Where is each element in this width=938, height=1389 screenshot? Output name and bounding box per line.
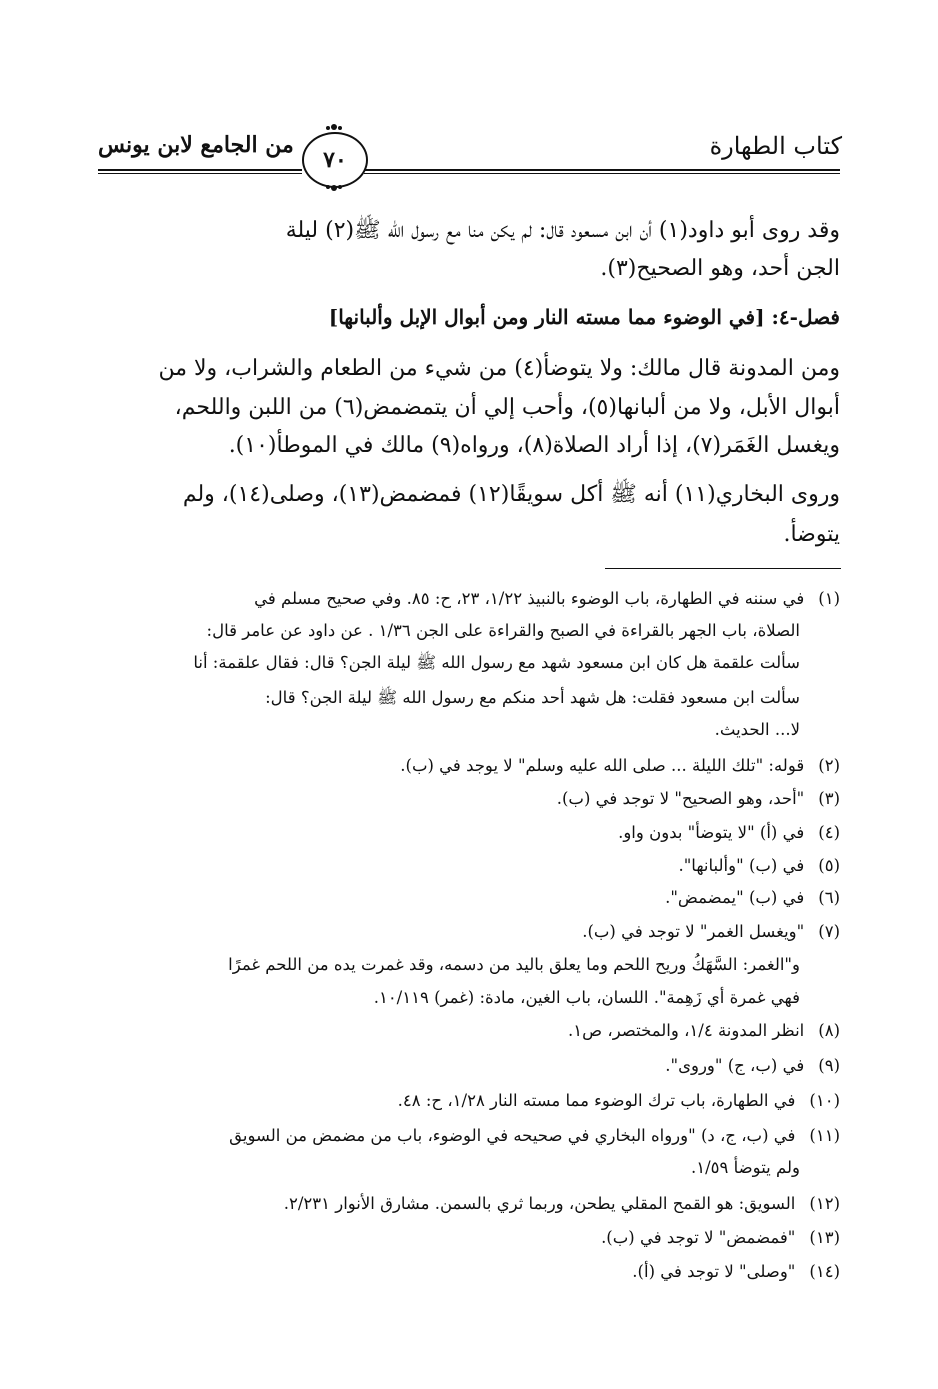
body-paragraph-line: يتوضأ. bbox=[783, 522, 840, 547]
footnote-continuation: فهي غمرة أي زَهِمة". اللسان، باب الغين، مادة: (غمر) ١٠/١١٩. bbox=[373, 988, 800, 1007]
footnote-continuation: سألت علقمة هل كان ابن مسعود شهد مع رسول الله ﷺ ليلة الجن؟ قال: فقال علقمة: أنا bbox=[193, 653, 800, 672]
footnote bbox=[665, 888, 840, 907]
footnote-text: "وصلى" لا توجد في (أ). bbox=[632, 1262, 796, 1281]
footnote bbox=[284, 1194, 840, 1213]
footnote-number: (٦) bbox=[818, 888, 840, 907]
footnote bbox=[601, 1228, 840, 1247]
footnote-number: (٢) bbox=[818, 756, 840, 775]
footnote-text: في (أ) "لا يتوضأ" بدون واو. bbox=[618, 823, 805, 842]
footnote-number: (١١) bbox=[809, 1126, 840, 1145]
footnote-continuation: الصلاة، باب الجهر بالقراءة في الصبح والقراءة على الجن ١/٣٦ . عن داود عن عامر قال: bbox=[206, 621, 800, 640]
footnote-separator bbox=[605, 568, 841, 569]
header-rule-left bbox=[98, 169, 302, 171]
footnote bbox=[678, 856, 840, 875]
header-rule-right-thin bbox=[364, 173, 840, 174]
footnote-text: انظر المدونة ١/٤، والمختصر، ص١. bbox=[568, 1021, 805, 1040]
footnote-continuation: سألت ابن مسعود فقلت: هل شهد أحد منكم مع رسول الله ﷺ ليلة الجن؟ قال: bbox=[265, 688, 800, 707]
body-paragraph-line: ويغسل الغَمَر(٧)، إذا أراد الصلاة(٨)، ورواه(٩) مالك في الموطأ(١٠). bbox=[228, 433, 840, 458]
ornament-icon bbox=[326, 122, 342, 132]
footnote-number: (٧) bbox=[818, 922, 840, 941]
section-heading: فصل-٤: [في الوضوء مما مسته النار ومن أبوال الإبل وألبانها] bbox=[328, 305, 840, 329]
body-paragraph-line: وقد روى أبو داود(١) أن ابن مسعود قال: لم يكن منا مع رسول الله ﷺ(٢) ليلة bbox=[285, 218, 840, 243]
footnote-text: في سننه في الطهارة، باب الوضوء بالنبيذ ١/٢٢، ٢٣، ح: ٨٥. وفي صحيح مسلم في bbox=[254, 589, 805, 608]
footnote bbox=[229, 1126, 840, 1145]
footnote-number: (٨) bbox=[818, 1021, 840, 1040]
footnote bbox=[582, 922, 840, 941]
footnote-number: (٣) bbox=[818, 789, 840, 808]
footnote-number: (١٣) bbox=[809, 1228, 840, 1247]
header-book-title: كتاب الطهارة bbox=[709, 132, 842, 160]
footnote bbox=[568, 1021, 840, 1040]
footnote-number: (١٠) bbox=[809, 1091, 840, 1110]
footnote-continuation: ولم يتوضأ ١/٥٩. bbox=[690, 1158, 800, 1177]
footnote-number: (١٢) bbox=[809, 1194, 840, 1213]
body-paragraph-line: أبوال الأبل، ولا من ألبانها(٥)، وأحب إلي أن يتمضمض(٦) من اللبن واللحم، bbox=[174, 395, 840, 420]
footnote-number: (١٤) bbox=[809, 1262, 840, 1281]
footnote-number: (٩) bbox=[818, 1056, 840, 1075]
footnote bbox=[398, 1091, 840, 1110]
footnote bbox=[632, 1262, 840, 1281]
footnote-number: (١) bbox=[818, 589, 840, 608]
footnote-text: في (ب، ج) "وروى". bbox=[665, 1056, 805, 1075]
footnote bbox=[400, 756, 840, 775]
page-number: ٧٠ bbox=[323, 147, 347, 173]
footnote bbox=[254, 589, 840, 608]
footnote-text: في الطهارة، باب ترك الوضوء مما مسته النار ١/٢٨، ح: ٤٨. bbox=[397, 1091, 796, 1110]
footnote-text: السويق: هو القمح المقلي يطحن، وربما ثري بالسمن. مشارق الأنوار ٢/٢٣١. bbox=[283, 1194, 796, 1213]
footnote-continuation: و"الغمر: السَّهَكُ وريح اللحم وما يعلق باليد من دسمه، وقد غمرت يده من اللحم غمرًا bbox=[228, 955, 800, 974]
footnote bbox=[618, 823, 840, 842]
footnote-text: في (ب) "يمضمض". bbox=[665, 888, 805, 907]
header-rule-left-thin bbox=[98, 173, 302, 174]
footnote-number: (٥) bbox=[818, 856, 840, 875]
footnote-text: في (ب) "وألبانها". bbox=[678, 856, 805, 875]
ornament-icon bbox=[326, 183, 342, 193]
footnote bbox=[557, 789, 840, 808]
footnote-continuation: لا... الحديث. bbox=[714, 720, 800, 739]
footnote-text: "ويغسل الغمر" لا توجد في (ب). bbox=[582, 922, 805, 941]
footnote-text: في (ب، ج، د) "ورواه البخاري في صحيحه في الوضوء، باب من مضمض من السويق bbox=[229, 1126, 796, 1145]
body-paragraph-line: الجن أحد، وهو الصحيح(٣). bbox=[600, 256, 840, 281]
header-source-title: من الجامع لابن يونس bbox=[98, 132, 294, 158]
page-number-medallion bbox=[302, 132, 368, 188]
footnote-text: قوله: "تلك الليلة ... صلى الله عليه وسلم" لا يوجد في (ب). bbox=[400, 756, 805, 775]
footnote-text: "فمضمض" لا توجد في (ب). bbox=[601, 1228, 796, 1247]
footnote-number: (٤) bbox=[818, 823, 840, 842]
body-paragraph-line: ومن المدونة قال مالك: ولا يتوضأ(٤) من شيء من الطعام والشراب، ولا من bbox=[158, 356, 840, 381]
footnote bbox=[665, 1056, 840, 1075]
header-rule-right bbox=[364, 169, 840, 171]
footnote-text: "أحد، وهو الصحيح" لا توجد في (ب). bbox=[556, 789, 805, 808]
body-paragraph-line: وروى البخاري(١١) أنه ﷺ أكل سويقًا(١٢) فمضمض(١٣)، وصلى(١٤)، ولم bbox=[182, 482, 840, 507]
